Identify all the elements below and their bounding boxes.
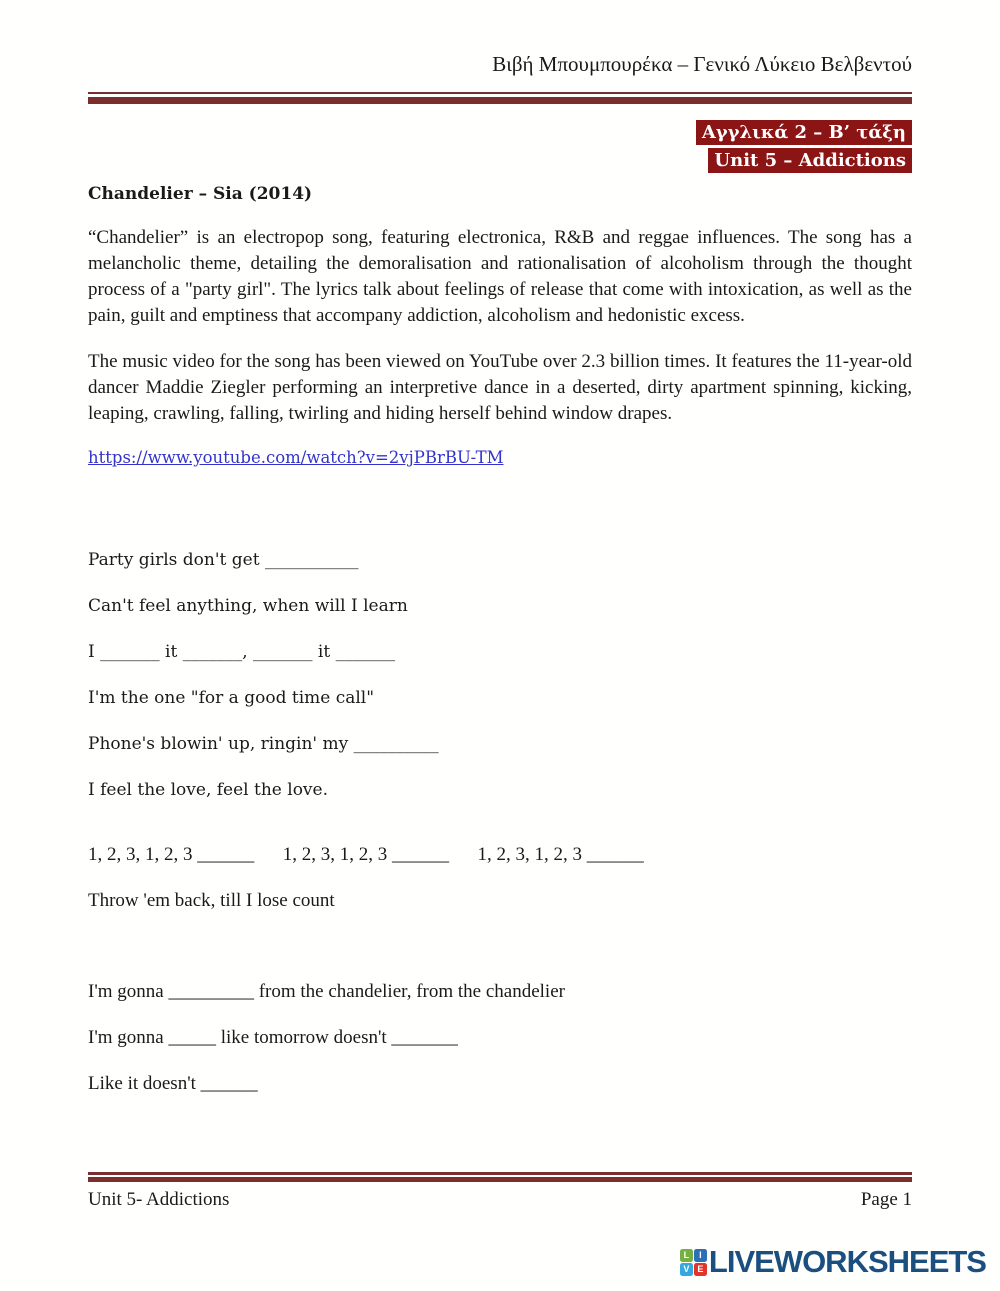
header-divider-thick-line xyxy=(88,97,912,104)
lyrics-exercise xyxy=(88,550,912,1094)
lyric-line-9: I'm gonna _________ from the chandelier, from the chandelier xyxy=(88,981,565,1002)
footer-unit-label: Unit 5- Addictions xyxy=(88,1189,230,1210)
lyric-line-10: I'm gonna _____ like tomorrow doesn't _______ xyxy=(88,1027,458,1048)
banner-course-label: Αγγλικά 2 – Β’ τάξη xyxy=(696,120,912,145)
page-footer xyxy=(88,1172,912,1211)
footer-page-number: Page 1 xyxy=(860,1189,912,1210)
logo-square-i: I xyxy=(694,1249,707,1262)
lyric-line-4: I'm the one "for a good time call" xyxy=(88,688,375,708)
liveworksheets-grid-icon xyxy=(680,1249,707,1276)
header-author-school: Βιβή Μπουμπουρέκα – Γενικό Λύκειο Βελβεντού xyxy=(492,52,912,76)
liveworksheets-logo[interactable] xyxy=(680,1244,986,1279)
footer-divider-bottom-line xyxy=(88,1177,912,1182)
lyric-line-6: I feel the love, feel the love. xyxy=(88,780,329,800)
logo-square-v: V xyxy=(680,1263,693,1276)
header-divider xyxy=(88,92,912,104)
lyric-line-2: Can't feel anything, when will I learn xyxy=(88,596,408,616)
liveworksheets-wordmark: LIVEWORKSHEETS xyxy=(708,1244,986,1279)
course-banners xyxy=(88,120,912,173)
logo-square-l: L xyxy=(680,1249,693,1262)
banner-unit-label: Unit 5 – Addictions xyxy=(708,148,912,173)
lyric-line-1: Party girls don't get ___________ xyxy=(88,550,359,570)
lyric-line-5: Phone's blowin' up, ringin' my __________ xyxy=(88,734,439,754)
logo-square-e: E xyxy=(694,1263,707,1276)
lyric-line-11: Like it doesn't ______ xyxy=(88,1073,258,1094)
youtube-link[interactable]: https://www.youtube.com/watch?v=2vjPBrBU-TM xyxy=(88,448,504,467)
page-title: Chandelier – Sia (2014) xyxy=(88,184,313,204)
intro-paragraph-1: “Chandelier” is an electropop song, featuring electronica, R&B and reggae influences. The song has a melancholic theme, detailing the demoralisation and rationalisation of alcoholism through the thought process of a "party girl". The lyrics talk about feelings of release that come with intoxication, as well as the pain, guilt and emptiness that accompany addiction, alcoholism and hedonistic excess. xyxy=(88,227,912,326)
lyric-line-8: Throw 'em back, till I lose count xyxy=(88,890,335,911)
intro-paragraph-2: The music video for the song has been viewed on YouTube over 2.3 billion times. It features the 11-year-old dancer Maddie Ziegler performing an interpretive dance in a deserted, dirty apartment spinning, kicking, leaping, crawling, falling, twirling and hiding herself behind window drapes. xyxy=(88,351,912,424)
video-link-line xyxy=(88,448,912,468)
lyric-line-7: 1, 2, 3, 1, 2, 3 ______ 1, 2, 3, 1, 2, 3 ______ 1, 2, 3, 1, 2, 3 ______ xyxy=(88,844,644,865)
lyric-line-3: I _______ it _______, _______ it _______ xyxy=(88,642,396,662)
